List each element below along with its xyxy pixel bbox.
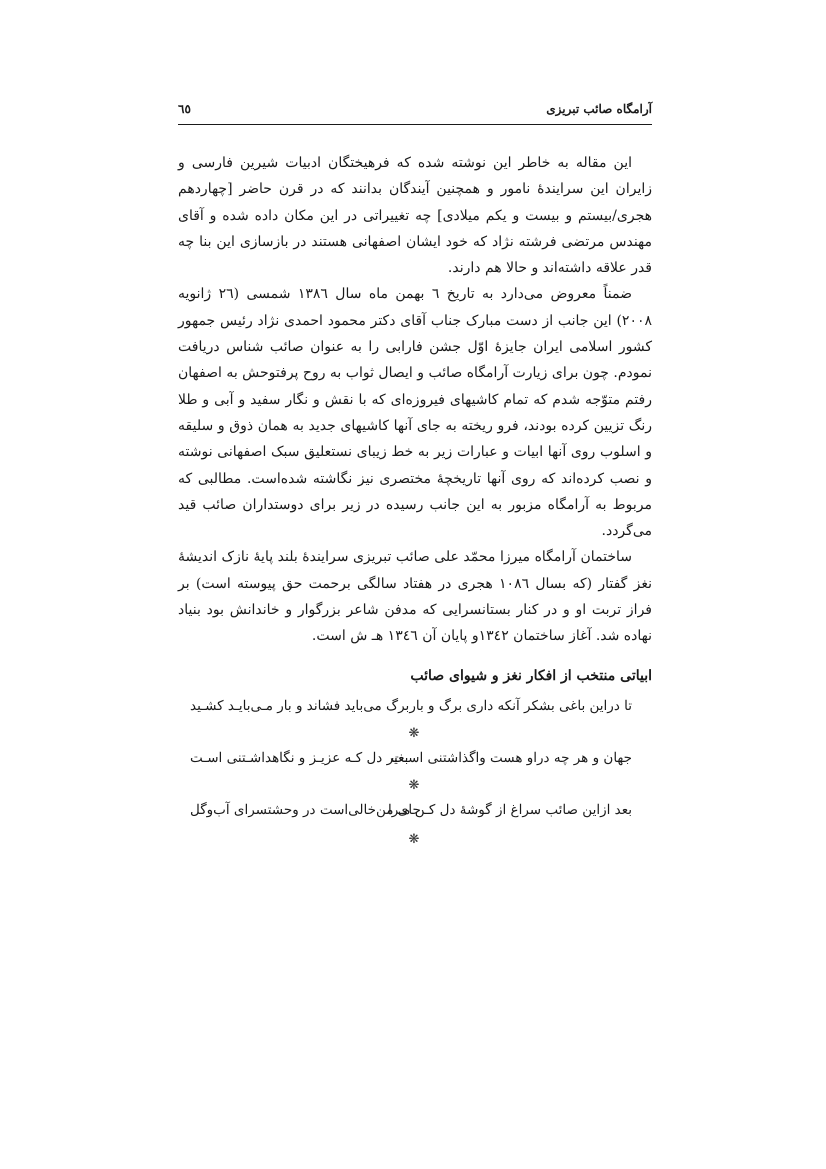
paragraph: این مقاله به خاطر این نوشته شده که فرهیختگان ادبیات شیرین فارسی و زایران این سرایندهٔ نامور و همچنین آیندگان بدانند که در قرن حاضر [چهاردهم هجری/بیستم و بیست و یکم میلادی] چه تغییراتی در این مکان داده شده و آقای مهندس مرتضی فرشته نژاد که خود ایشان اصفهانی هستند در بازسازی این بنا چه قدر علاقه داشته‌اند و حالا هم دارند. <box>178 155 652 277</box>
verse-line <box>190 698 632 722</box>
first-hemistich: تا دراین باغی بشکر آنکه داری برگ و بار <box>409 698 632 714</box>
page-number: ٦٥ <box>178 102 191 116</box>
first-hemistich: بعد ازاین صائب سراغ از گوشهٔ دل کـن مـرا <box>388 802 632 818</box>
second-hemistich: برگ می‌باید فشاند و بار مـی‌بایـد کشـید <box>190 698 410 714</box>
second-hemistich: بغیر دل کـه عزیـز و نگاهداشـتنی اسـت <box>190 750 409 766</box>
running-title: آرامگاه صائب تبریزی <box>546 102 652 116</box>
second-hemistich: جای من‌خالی‌است در وحشتسرای آب‌وگل <box>190 802 421 818</box>
separator-star-icon: ❋ <box>408 726 420 741</box>
separator-star-icon: ❋ <box>408 778 420 793</box>
separator-star-icon: ❋ <box>408 832 420 847</box>
poems-section-title: ابیاتی منتخب از افکار نغز و شیوای صائب <box>410 668 652 684</box>
article-body <box>178 150 652 650</box>
verse-line <box>190 802 632 826</box>
page-header <box>178 102 652 125</box>
paragraph: ساختمان آرامگاه میرزا محمّد علی صائب تبریزی سرایندهٔ بلند پایهٔ نازک اندیشهٔ نغز گفتار (که بسال ١٠٨٦ هجری در هفتاد سالگی برحمت حق پیوسته است) بر فراز تربت او و در کنار بستانسرایی که مدفن شاعر بزرگوار و خاندانش بود بنیاد نهاده شد. آغاز ساختمان ١٣٤٢و پایان آن ١٣٤٦ هـ ش است. <box>178 549 652 645</box>
verse-line <box>190 750 632 774</box>
paragraph: ضمناً معروض می‌دارد به تاریخ ٦ بهمن ماه سال ١٣٨٦ شمسی (٢٦ ژانویه ٢٠٠٨) این جانب از دست مبارک جناب آقای دکتر محمود احمدی نژاد رئیس جمهور کشور اسلامی ایران جایزهٔ اوّل جشن فارابی را به عنوان صائب شناس دریافت نمودم. چون برای زیارت آرامگاه صائب و ایصال ثواب به روح پرفتوحش به اصفهان رفتم متوّجه شدم که تمام کاشیهای فیروزه‌ای که با نقش و نگار سفید و آبی و طلا رنگ تزیین کرده بودند، فرو ریخته به جای آنها کاشیهای جدید به همان ذوق و سلیقه و اسلوب روی آنها ابیات و عبارات زیر به خط زیبای نستعلیق سبک اصفهانی نوشته و نصب کرده‌اند که روی آنها تاریخچهٔ مختصری نیز نگاشته شده‌است. مطالبی که مربوط به آرامگاه مزبور به این جانب رسیده در زیر برای دوستداران صائب قید می‌گردد. <box>178 286 652 540</box>
first-hemistich: جهان و هر چه دراو هست واگذاشتنی اسـت <box>390 750 632 766</box>
